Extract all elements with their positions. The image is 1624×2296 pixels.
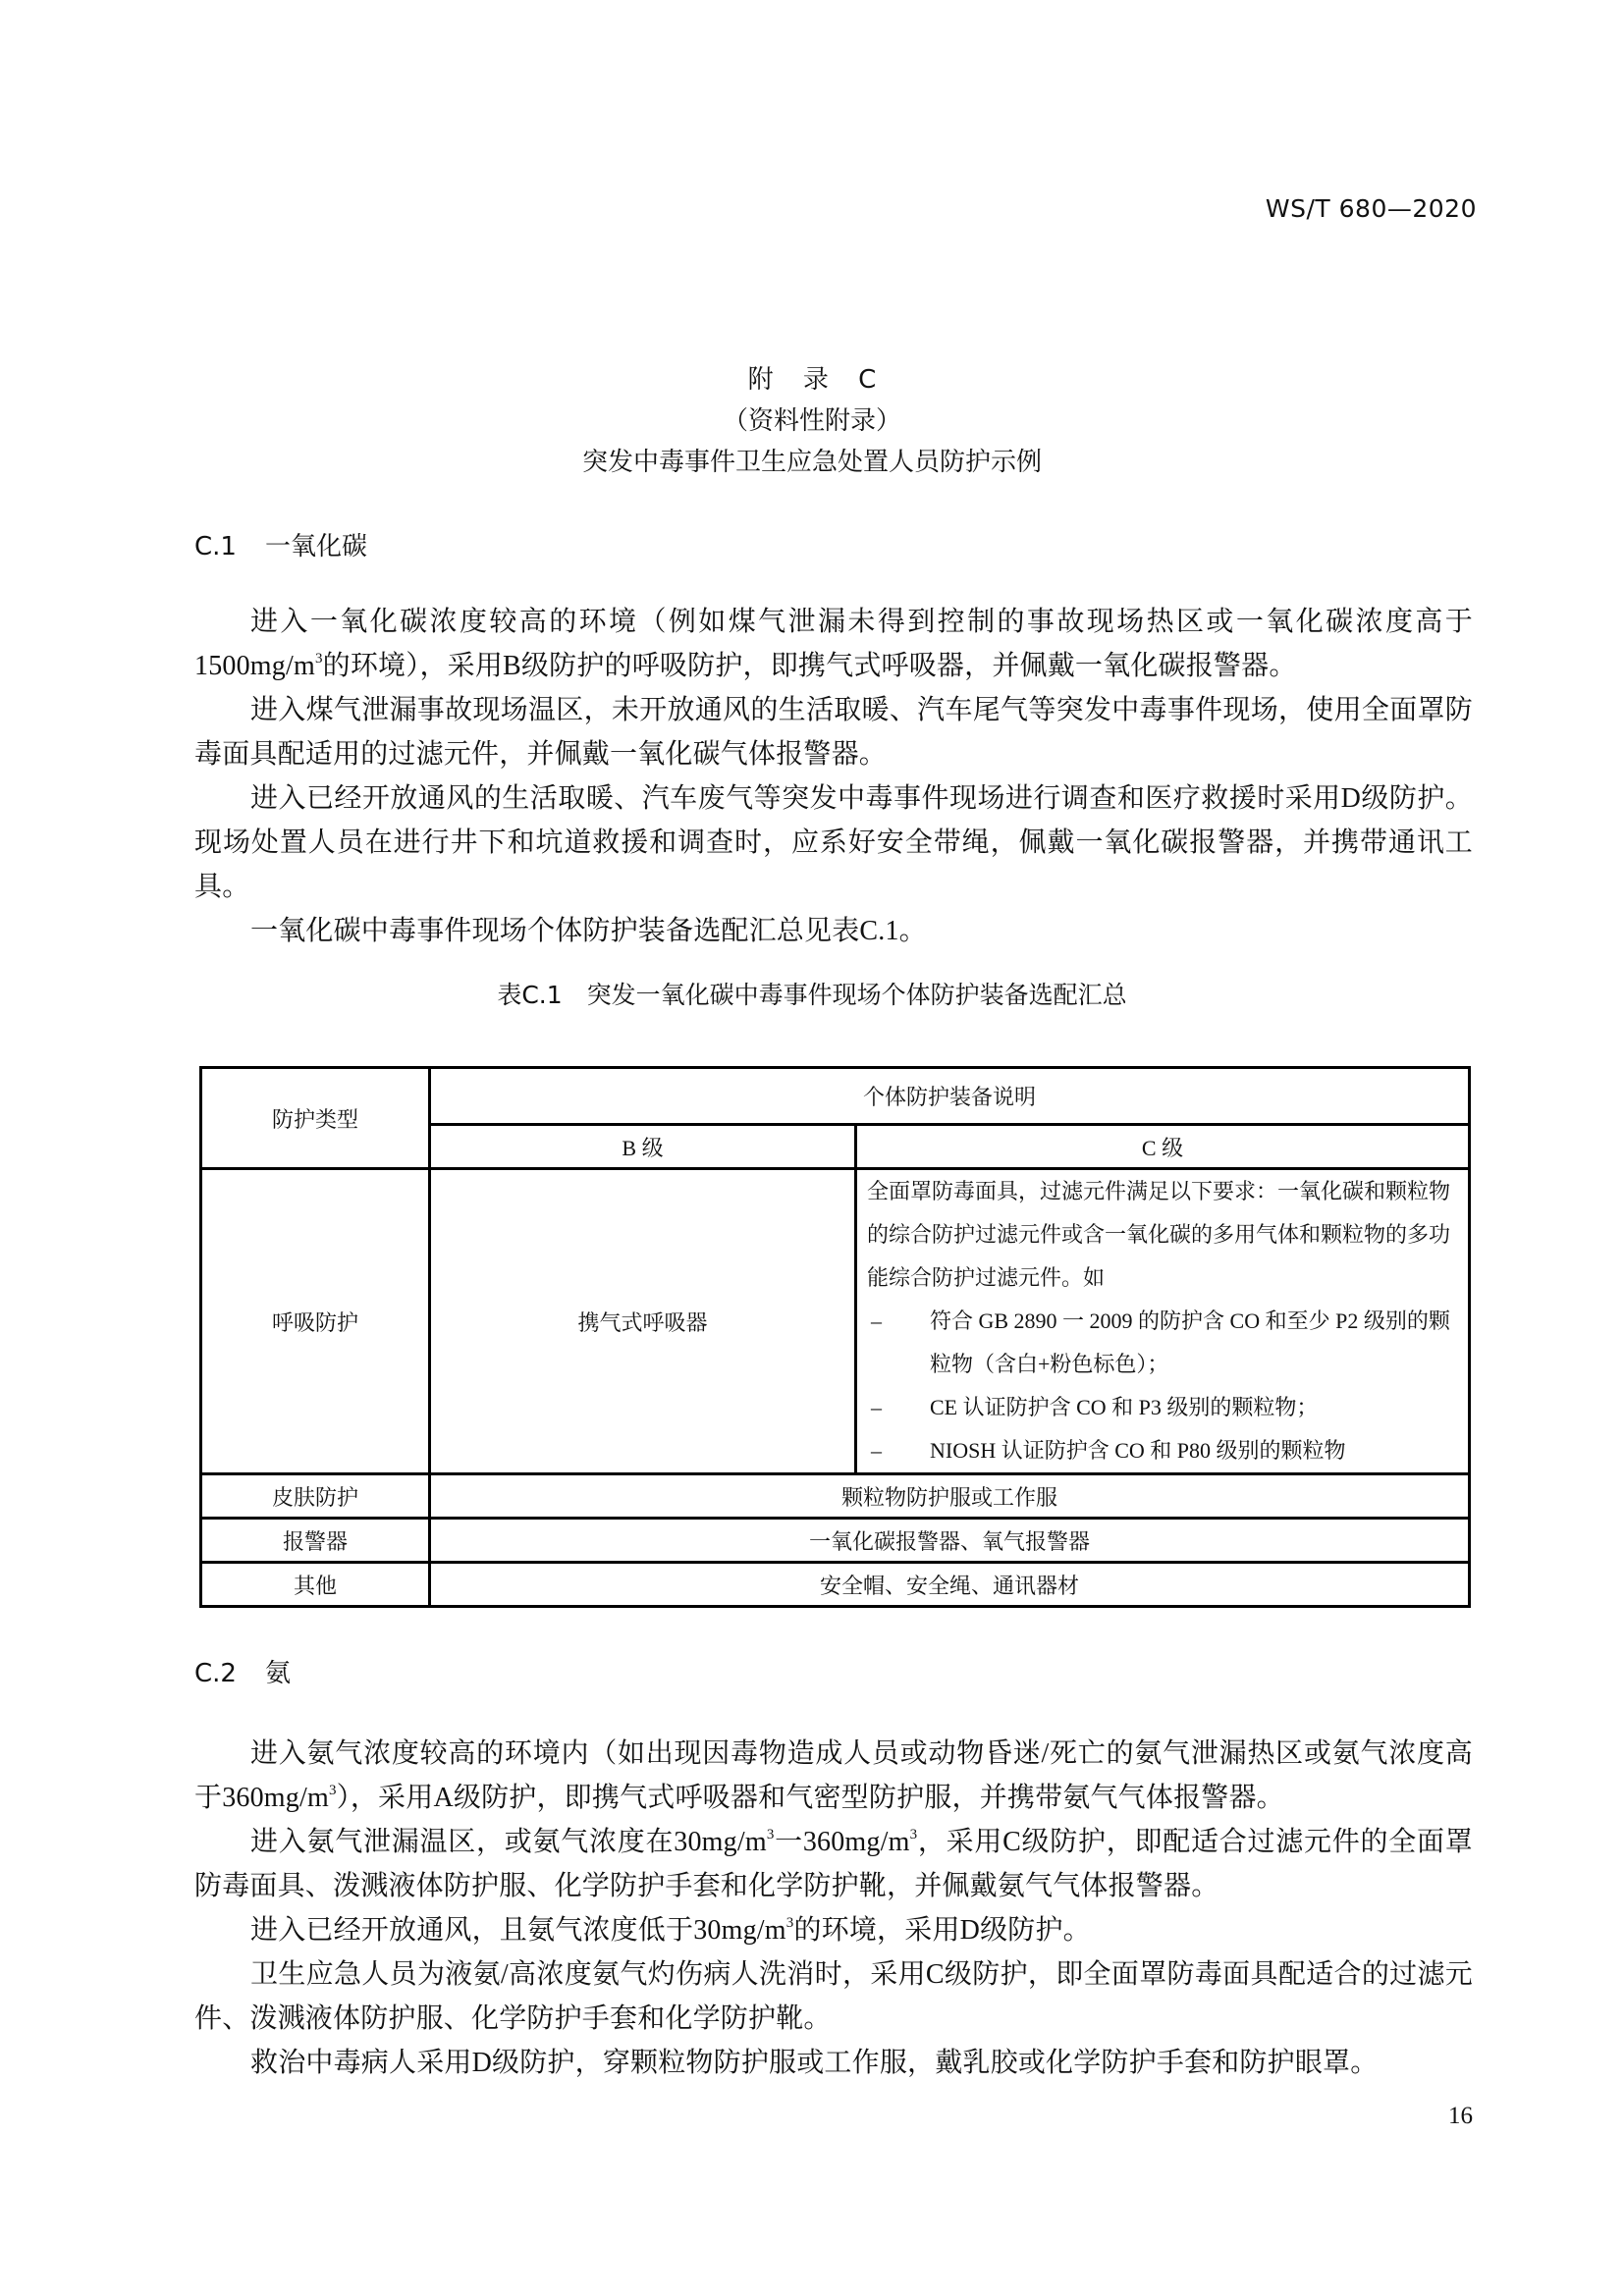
- header-protection-type: 防护类型: [201, 1068, 430, 1169]
- superscript: 3: [785, 1915, 794, 1931]
- appendix-title: 突发中毒事件卫生应急处置人员防护示例: [581, 448, 1042, 477]
- cell-type: 其他: [201, 1563, 430, 1607]
- section-number: C.2: [194, 1659, 237, 1688]
- level-c-item-text: CE 认证防护含 CO 和 P3 级别的颗粒物；: [930, 1395, 1319, 1419]
- level-c-item-text: 符合 GB 2890 一 2009 的防护含 CO 和至少 P2 级别的颗粒物（含白+粉色标色）；: [930, 1308, 1450, 1376]
- superscript: 3: [766, 1827, 775, 1842]
- level-c-item-text: NIOSH 认证防护含 CO 和 P80 级别的颗粒物: [930, 1438, 1346, 1463]
- section-title: 一氧化碳: [265, 532, 368, 561]
- standard-code: WS/T 680—2020: [1265, 194, 1477, 223]
- superscript: 3: [909, 1827, 918, 1842]
- paragraph-text: ），采用A级防护，即携气式呼吸器和气密型防护服，并携带氨气气体报警器。: [336, 1783, 1284, 1813]
- paragraph: [194, 1732, 1473, 1820]
- header-level-c: C 级: [856, 1125, 1470, 1169]
- header-level-b: B 级: [430, 1125, 856, 1169]
- table-row: [201, 1169, 1470, 1474]
- page-number: 16: [1448, 2103, 1473, 2129]
- dash-bullet-icon: –: [871, 1438, 882, 1463]
- section-number: C.1: [194, 532, 237, 561]
- cell-type: 呼吸防护: [201, 1169, 430, 1474]
- paragraph-text: 一360mg/m: [774, 1827, 910, 1857]
- section-heading-c2: [194, 1653, 291, 1689]
- dash-bullet-icon: –: [871, 1308, 882, 1333]
- paragraph-text: 进入氨气浓度较高的环境内（如出现因毒物造成人员或动物昏迷/死亡的氨气泄漏热区或氨气浓度高于360mg/m: [194, 1738, 1473, 1813]
- paragraph: [194, 1908, 1473, 1952]
- paragraph: 救治中毒病人采用D级防护，穿颗粒物防护服或工作服，戴乳胶或化学防护手套和防护眼罩。: [250, 2048, 1379, 2078]
- header-equipment-desc: 个体防护装备说明: [430, 1068, 1470, 1125]
- paragraph-text: ，采用C级防护，即配适合过滤元件的全面罩防毒面具、泼溅液体防护服、化学防护手套和化学防护靴，并佩戴氨气气体报警器。: [194, 1827, 1473, 1901]
- cell-type: 报警器: [201, 1519, 430, 1563]
- appendix-label: 附 录 C: [747, 365, 877, 395]
- cell-level-c: [856, 1169, 1470, 1474]
- section-title: 氨: [265, 1659, 292, 1688]
- level-c-item: [867, 1300, 1458, 1386]
- paragraph: 进入已经开放通风的生活取暖、汽车废气等突发中毒事件现场进行调查和医疗救援时采用D级防护。现场处置人员在进行井下和坑道救援和调查时，应系好安全带绳，佩戴一氧化碳报警器，并携带通讯工具。: [194, 783, 1473, 902]
- table-row: [201, 1519, 1470, 1563]
- dash-bullet-icon: –: [871, 1395, 882, 1419]
- cell-value: 安全帽、安全绳、通讯器材: [430, 1563, 1470, 1607]
- table-row: [201, 1474, 1470, 1519]
- level-c-item: [867, 1386, 1458, 1429]
- cell-value: 颗粒物防护服或工作服: [430, 1474, 1470, 1519]
- paragraph: [194, 1820, 1473, 1908]
- cell-type: 皮肤防护: [201, 1474, 430, 1519]
- section-heading-c1: [194, 526, 367, 562]
- paragraph-text: 进入已经开放通风，且氨气浓度低于30mg/m: [250, 1915, 786, 1946]
- superscript: 3: [314, 651, 323, 667]
- paragraph: 一氧化碳中毒事件现场个体防护装备选配汇总见表C.1。: [250, 916, 927, 946]
- paragraph: 卫生应急人员为液氨/高浓度氨气灼伤病人洗消时，采用C级防护，即全面罩防毒面具配适合的过滤元件、泼溅液体防护服、化学防护手套和化学防护靴。: [194, 1959, 1473, 2034]
- paragraph-text: 的环境，采用D级防护。: [793, 1915, 1091, 1946]
- superscript: 3: [328, 1783, 337, 1798]
- paragraph: 进入煤气泄漏事故现场温区，未开放通风的生活取暖、汽车尾气等突发中毒事件现场，使用全面罩防毒面具配适用的过滤元件，并佩戴一氧化碳气体报警器。: [194, 695, 1473, 770]
- level-c-item: [867, 1429, 1458, 1472]
- paragraph: [194, 600, 1473, 688]
- table-header-row: [201, 1068, 1470, 1125]
- level-c-intro: 全面罩防毒面具，过滤元件满足以下要求：一氧化碳和颗粒物的综合防护过滤元件或含一氧化碳的多用气体和颗粒物的多功能综合防护过滤元件。如: [867, 1179, 1451, 1290]
- paragraph-text: 进入氨气泄漏温区，或氨气浓度在30mg/m: [250, 1827, 767, 1857]
- table-caption: 表C.1 突发一氧化碳中毒事件现场个体防护装备选配汇总: [497, 981, 1127, 1009]
- cell-value: 一氧化碳报警器、氧气报警器: [430, 1519, 1470, 1563]
- appendix-type: （资料性附录）: [722, 406, 901, 436]
- table-row: [201, 1563, 1470, 1607]
- paragraph-text: 的环境），采用B级防护的呼吸防护，即携气式呼吸器，并佩戴一氧化碳报警器。: [322, 651, 1297, 681]
- cell-level-b: 携气式呼吸器: [430, 1169, 856, 1474]
- paragraph-text: 进入一氧化碳浓度较高的环境（例如煤气泄漏未得到控制的事故现场热区或一氧化碳浓度高于1500mg/m: [194, 607, 1473, 681]
- ppe-table: [199, 1066, 1471, 1608]
